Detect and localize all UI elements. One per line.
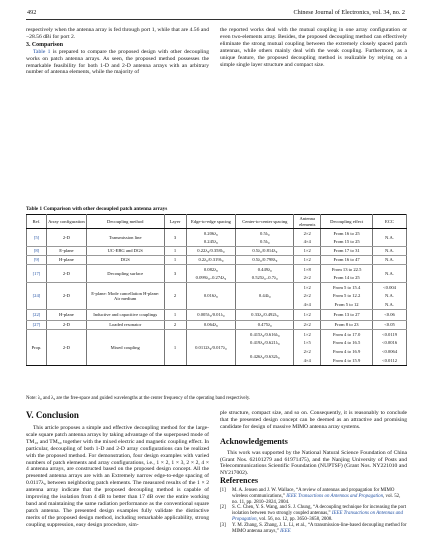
table-cell: DGS (86, 256, 164, 265)
table-cell: From 17 to 31 (321, 247, 373, 256)
table-cell: 1 (164, 330, 186, 366)
table-cell: From 4 to 16.9 (321, 348, 373, 357)
comparison-table (26, 214, 407, 366)
table-cell: 2-D (46, 229, 86, 247)
citation-link[interactable]: [8] (33, 248, 40, 254)
table-cell: From 5 to 12.2 (321, 292, 373, 301)
table-row (27, 321, 407, 330)
table-link[interactable]: Table 1 (33, 48, 51, 55)
table-cell: 1×2 (294, 330, 321, 339)
table-cell: 0.5λ₀/0.814λ₀ (236, 247, 294, 256)
top-left-column (26, 27, 209, 76)
table-cell: 0.44λ₀ (236, 283, 294, 310)
table-cell: From 8 to 23 (321, 321, 373, 330)
table-cell: <0.004 (373, 283, 407, 292)
table-cell: Mixed coupling (86, 330, 164, 366)
table-cell: N.A. (373, 292, 407, 301)
table-cell: 2×2 (294, 321, 321, 330)
table-cell: 0.245λ₀ (186, 238, 236, 247)
table-cell: <0.0016 (373, 339, 407, 348)
table-cell: <0.0119 (373, 330, 407, 339)
table-cell: 0.22λ₀/0.358λ₀ (186, 247, 236, 256)
table-cell: H-plane (46, 310, 86, 321)
table-cell: 1 (164, 247, 186, 256)
table-cell: 4×4 (294, 238, 321, 247)
column-header: ECC (373, 215, 407, 229)
column-header: Edge-to-edge spacing (186, 215, 236, 229)
table-cell: 2×2 (294, 348, 321, 357)
reference-item: [2] S. C. Chen, Y. S. Wang, and S. J. Chung, “A decoupling technique for increasing the port isolation between two strongly coupled antennas,” IEEE Transactions on Antennas and Propagation, vol. 56, no. 12, pp. 3650–3658, 2008. (220, 505, 407, 522)
top-right-column (220, 27, 407, 68)
section-heading: Acknowledgements (220, 437, 288, 446)
table-cell: From 16 to 47 (321, 256, 373, 265)
journal-link[interactable]: IEEE (280, 528, 291, 534)
table-cell: 1×5 (294, 339, 321, 348)
column-header: Antenna elements (294, 215, 321, 229)
table-cell: 2-D (46, 283, 86, 310)
table-cell: N.A. (373, 247, 407, 256)
table-cell: Inductive and capacitive couplings (86, 310, 164, 321)
table-cell: 0.475λ₀ (236, 321, 294, 330)
table-cell: From 14 to 25 (321, 274, 373, 283)
paragraph: the reported works deal with the mutual coupling in one array configuration or even two-elements array. Besides, the proposed decoupling method can effectively eliminate the strong mutual coupling between the extremely closely spaced patch antennas, while others mainly deal with the weak coupling. Furthermore, as a unique feature, the proposed decoupling method is realizable by relying on a simple single layer structure and compact size. (220, 27, 407, 68)
table-cell: E-plane: Mode cancellation H-plane: Air medium (86, 283, 164, 310)
reference-item: [1] M. A. Jensen and J. W. Wallace, “A review of antennas and propagation for MIMO wireless communications,” IEEE Transactions on Antennas and Propagation, vol. 52, no. 11, pp. 2810–2824, 2004. (220, 488, 401, 505)
table-cell: 0.099λ₀–0.274λ₀ (186, 274, 236, 283)
table-cell: From 5 to 12 (321, 301, 373, 310)
table-cell: 2-D (46, 265, 86, 283)
table-cell: 0.33λ₀/0.492λ₀ (236, 310, 294, 321)
table-row (27, 256, 407, 265)
table-cell: Loaded resonator (86, 321, 164, 330)
table-cell: <0.06 (373, 310, 407, 321)
table-cell: UC-EBG and DGS (86, 247, 164, 256)
table-cell: H-plane (46, 256, 86, 265)
table-cell: 0.0112λ₀/0.017λ₀ (186, 330, 236, 366)
table-cell: 0.082λ₀ (186, 265, 236, 274)
table-cell: From 5 to 15.4 (321, 283, 373, 292)
citation-link[interactable]: [27] (32, 322, 41, 328)
table-cell: 2 (164, 283, 186, 310)
table-cell: Transmission line (86, 229, 164, 247)
journal-header: Chinese Journal of Electronics, vol. 34, no. 2 (293, 9, 405, 16)
table-cell: 0.064λ₀ (186, 321, 236, 330)
table-cell: 0.5λ₀ (236, 238, 294, 247)
reference-item: [3] Y. M. Zhang, S. Zhang, J. L. Li, et al., “A transmission-line-based decoupling method for MIMO antenna arrays,” IEEE (220, 522, 407, 534)
table-cell: E-plane (46, 247, 86, 256)
conclusion-left: This article proposes a simple and effective decoupling method for the large-scale square patch antenna arrays by taking advantage of the superposed mode of TM₁₀ and TM₃₀ together with the mixed electric and magnetic coupling effect. In particular, decoupling of both 1-D and 2-D array configurations can be realized with the proposed method. For demonstration, four design examples with varied numbers of patch elements and array configurations, i.e., 1 × 2, 1 × 3, 2 × 2, 4 × 4 antenna arrays, are constructed based on the proposed design concept. All the presented antenna arrays are with an Extremely narrow edge-to-edge spacing of 0.0117λ₀ between neighboring patch elements. The measured results of the 1 × 2 antenna array indicate that the proposed decoupling method is capable of improving the isolation from 4 dB to better than 17 dB over the entire working band and maintaining the same radiation performance as the conventional square patch antenna. The presented design examples fully validate the distinctive merits of the proposed design method, including remarkable applicability, strong coupling suppression, easy design procedure, sim- (26, 425, 209, 528)
column-header: Ref. (27, 215, 47, 229)
table-cell: 4×4 (294, 357, 321, 366)
table-cell: Decoupling surface (86, 265, 164, 283)
citation-link[interactable]: [24] (32, 293, 41, 299)
table-cell: N.A. (373, 265, 407, 283)
table-cell: 0.005λ₀/0.01λ₀ (186, 310, 236, 321)
table-cell: 0.5λ₀/0.798λ₀ (236, 256, 294, 265)
column-header: Array configuration (46, 215, 86, 229)
table-row (27, 283, 407, 292)
table-cell: <0.0064 (373, 348, 407, 357)
table-cell: 1 (164, 310, 186, 321)
table-cell: From 4 to 16.5 (321, 339, 373, 348)
citation-link[interactable]: [22] (32, 312, 41, 318)
table-row (27, 229, 407, 238)
table-cell: N.A. (373, 256, 407, 265)
citation-link[interactable]: [17] (32, 270, 41, 276)
paragraph: respectively when the antenna array is fed through port 1, while that are 4.56 and −28.56 dBi for port 2. (26, 27, 209, 40)
table-cell: 1×2 (294, 283, 321, 292)
table-cell: 1×2 (294, 310, 321, 321)
citation-link[interactable]: [9] (33, 257, 40, 263)
table-cell: 2-D (46, 321, 86, 330)
table-cell: 0.415λ₀/0.616λ₉ (236, 330, 294, 339)
table-cell: From 15 to 25 (321, 238, 373, 247)
table-cell: 3 (164, 229, 186, 247)
table-cell: 1×2 (294, 247, 321, 256)
table-cell: From 13 to 27 (321, 310, 373, 321)
table-cell: 0.016λ₀ (186, 283, 236, 310)
table-cell: 0.449λ₀ (236, 265, 294, 274)
table-cell: 3 (164, 265, 186, 283)
conclusion-right: ple structure, compact size, and so on. Consequently, it is reasonably to conclude that the presented design concept can be deemed as an attractive and promising candidate for design of massive MIMO antenna array systems. (220, 410, 407, 430)
table-cell: 2×2 (294, 229, 321, 238)
table-cell: 0.525λ₀–0.7λ₀ (236, 274, 294, 283)
table-cell: 0.426λ₀/0.632λ₉ (236, 348, 294, 366)
section-heading: 3. Comparison (26, 41, 63, 48)
table-cell: From 4 to 17.0 (321, 330, 373, 339)
table-row (27, 310, 407, 321)
table-caption: Table 1 Comparison with other decoupled patch antenna arrays (26, 206, 168, 212)
reference-list (220, 488, 407, 534)
table-row (27, 330, 407, 339)
column-header: Layer (164, 215, 186, 229)
table-cell: 0.206λ₀ (186, 229, 236, 238)
table-cell: 2-D (46, 330, 86, 366)
table-note: Note: λ₀ and λ₉ are the free-space and guided wavelengths at the center frequency of the operating band respectively. (26, 396, 251, 401)
acknowledgement-text: This work was supported by the National Natural Science Foundation of China (Grant Nos. 62101279 and 61971475), and the Nanjing University of Posts and Telecommunications Scientific Foundation (NUPTSF) (Grant Nos. NY221010 and NY217002). (220, 450, 407, 476)
section-heading: V. Conclusion (26, 410, 79, 420)
table-cell: <0.0112 (373, 357, 407, 366)
table-cell: N.A. (373, 229, 407, 247)
table-cell: 0.419λ₀/0.621λ₉ (236, 339, 294, 348)
table-row (27, 247, 407, 256)
header-rule (26, 19, 407, 20)
table-header-row (27, 215, 407, 229)
table-cell: 0.5λ₀ (236, 229, 294, 238)
table-cell: 2×2 (294, 274, 321, 283)
journal-link[interactable]: IEEE Transactions on Antennas and Propagation (286, 493, 384, 499)
column-header: Center-to-center spacing (236, 215, 294, 229)
citation-link[interactable]: [5] (33, 234, 40, 240)
table-cell: <0.05 (373, 321, 407, 330)
table-row (27, 265, 407, 274)
table-cell: From 13 to 22.5 (321, 265, 373, 274)
table-cell: 4×4 (294, 301, 321, 310)
table-cell: 1×2 (294, 256, 321, 265)
page-number: 492 (27, 9, 37, 16)
table-cell: 2 (164, 321, 186, 330)
table-cell: N.A. (373, 301, 407, 310)
table-cell: Prop. (27, 330, 47, 366)
table-cell: 1×8 (294, 265, 321, 274)
paragraph: Table 1 is prepared to compare the proposed design with other decoupling works on patch antenna arrays. As seen, the proposed method possesses the remarkable feasibility for both 1-D and 2-D antenna arrays with an arbitrary number of antenna elements, while the majority of (26, 48, 209, 76)
table-cell: 0.2λ₀/0.319λ₀ (186, 256, 236, 265)
column-header: Decoupling method (86, 215, 164, 229)
column-header: Decoupling effect (321, 215, 373, 229)
table-cell: From 4 to 15.9 (321, 357, 373, 366)
table-cell: 2×2 (294, 292, 321, 301)
table-cell: 1 (164, 256, 186, 265)
table-cell: From 16 to 25 (321, 229, 373, 238)
section-heading: References (220, 476, 259, 485)
journal-link[interactable]: IEEE Transactions on Antennas and Propagation (232, 511, 403, 522)
